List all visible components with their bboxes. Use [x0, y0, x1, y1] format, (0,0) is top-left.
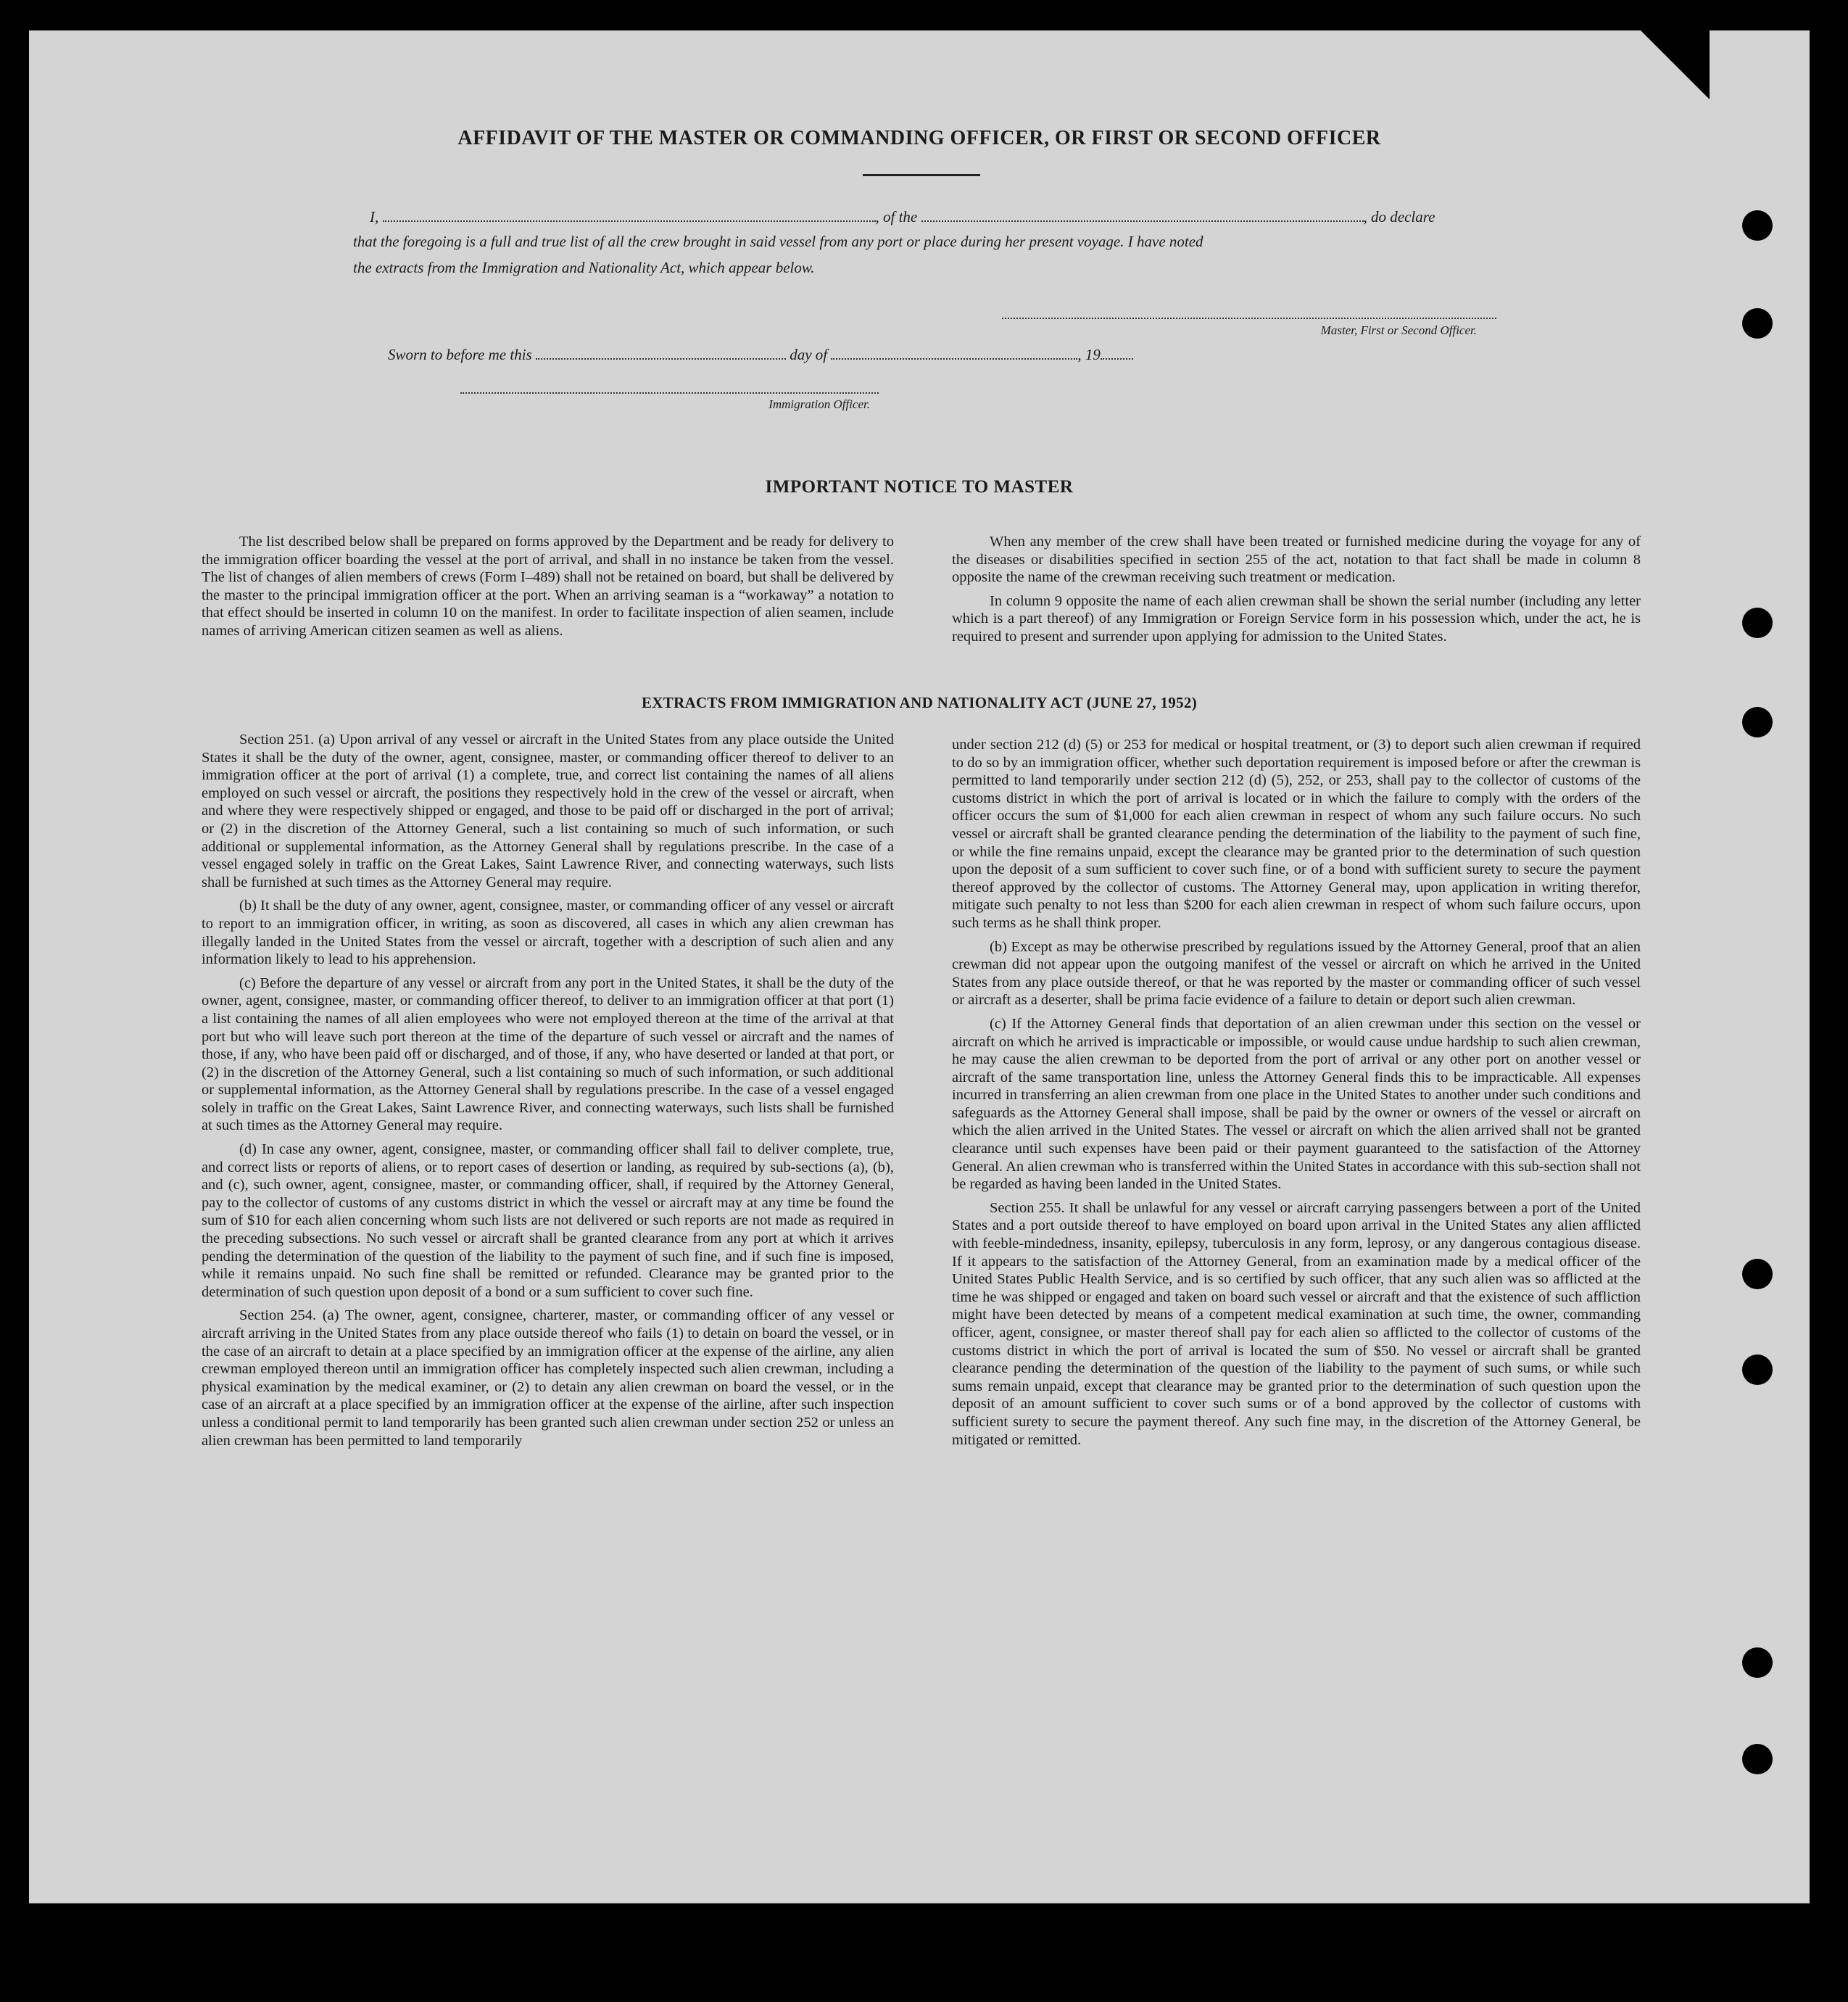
- notice-right-column: [952, 533, 1641, 652]
- binder-hole: [1742, 1354, 1773, 1385]
- year-label: , 19: [1077, 346, 1101, 363]
- statute-paragraph: (c) Before the departure of any vessel or aircraft from any port in the United States, it shall be the duty of the owner, agent, consignee, master, or commanding officer thereof, to deliver to an immigration officer at that port (1) a list containing the names of all alien employees who were not employed thereon at the time of the arrival at that port but who will leave such port thereon at the time of the departure of such vessel or aircraft and the names of those, if any, who have been paid off or discharged, and of those, if any, who have deserted or landed at that port, or (2) in the discretion of the Attorney General, such a list containing so much of such information, or such additional or supplemental information, as the Attorney General shall by regulations prescribe. In the case of a vessel engaged solely in traffic on the Great Lakes, Saint Lawrence River, and connecting waterways, such lists shall be furnished at such times as the Attorney General may require.: [202, 975, 894, 1134]
- statute-paragraph: Section 251. (a) Upon arrival of any vessel or aircraft in the United States from any place outside the United States it shall be the duty of the owner, agent, consignee, master, or commanding officer thereof to deliver to an immigration officer at the port of arrival (1) a complete, true, and correct list containing the names of all aliens employed on such vessel or aircraft, the positions they respectively hold in the crew of the vessel or aircraft, when and where they were respectively shipped or engaged, and those to be paid off or discharged in the port of arrival; or (2) in the discretion of the Attorney General, such a list containing so much of such information, or such additional or supplemental information, as the Attorney General shall by regulations prescribe. In the case of a vessel engaged solely in traffic on the Great Lakes, Saint Lawrence River, and connecting waterways, such lists shall be furnished at such times as the Attorney General may require.: [202, 732, 894, 890]
- name-field[interactable]: [383, 206, 876, 222]
- sworn-line: [388, 344, 1258, 364]
- statute-paragraph: (b) Except as may be otherwise prescribed by regulations issued by the Attorney General, proof that an alien crewman did not appear upon the outgoing manifest of the vessel or aircraft on which he arrived in the United States from any place outside thereof, or that he was reported by the master or commanding officer of such vessel or aircraft as a deserter, shall be prima facie evidence of a failure to detain or deport such alien crewman.: [952, 938, 1641, 1009]
- declarant-line: [370, 206, 1493, 226]
- affidavit-title: AFFIDAVIT OF THE MASTER OR COMMANDING OFFICER, OR FIRST OR SECOND OFFICER: [457, 127, 1381, 149]
- day-of-label: day of: [790, 346, 828, 363]
- officer-signature-label: Immigration Officer.: [768, 397, 870, 411]
- notice-paragraph: The list described below shall be prepared on forms approved by the Department and be ready for delivery to the immigration officer boarding the vessel at the port of arrival, and shall in no instance be taken from the vessel. The list of changes of alien members of crews (Form I–489) shall not be retained on board, but shall be delivered by the master to the principal immigration officer at the port. When an arriving seaman is a “workaway” a notation to that effect should be inserted in column 10 on the manifest. In order to facilitate inspection of alien seamen, include names of arriving American citizen seamen as well as aliens.: [202, 534, 894, 639]
- officer-signature-line[interactable]: [460, 392, 879, 394]
- binder-hole: [1742, 1259, 1773, 1289]
- extracts-right-column: [952, 736, 1641, 1455]
- master-signature-line[interactable]: [1002, 318, 1496, 319]
- sworn-year-field[interactable]: [1101, 344, 1133, 360]
- statute-paragraph: (d) In case any owner, agent, consignee, master, or commanding officer shall fail to deliver complete, true, and correct lists or reports of aliens, or to report cases of desertion or landing, as required by sub-sections (a), (b), and (c), such owner, agent, consignee, master, or commanding officer, shall, if required by the Attorney General, pay to the collector of customs of any customs district in which the vessel or aircraft may at any time be found the sum of $10 for each alien concerning whom such lists are not delivered or such reports are not made as required in the preceding subsections. No such vessel or aircraft shall be granted clearance from any port at which it arrives pending the determination of the question of the liability to the payment of such fine, and if such fine is imposed, while it remains unpaid. No such fine shall be remitted or refunded. Clearance may be granted prior to the determination of such question upon deposit of a bond or a sum sufficient to cover such fine.: [202, 1141, 894, 1300]
- binder-hole: [1742, 1647, 1773, 1678]
- of-the-label: , of the: [875, 208, 918, 226]
- i-label: I,: [370, 208, 379, 226]
- title-rule: [863, 174, 980, 176]
- binder-hole: [1742, 608, 1773, 638]
- notice-title: IMPORTANT NOTICE TO MASTER: [765, 477, 1074, 497]
- master-signature-label: Master, First or Second Officer.: [1320, 323, 1477, 337]
- statute-paragraph: Section 255. It shall be unlawful for any vessel or aircraft carrying passengers between a port of the United States and a port outside thereof to have employed on board upon arrival in the United States any alien afflicted with feeble-mindedness, insanity, epilepsy, tuberculosis in any form, leprosy, or any dangerous contagious disease. If it appears to the satisfaction of the Attorney General, from an examination made by a medical officer of the United States Public Health Service, and is so certified by such officer, that any such alien was so afflicted at the time he was shipped or engaged and taken on board such vessel or aircraft and that the existence of such affliction might have been detected by means of a competent medical examination at such time, the owner, commanding officer, agent, consignee, or master thereof shall pay for each alien so afflicted to the collector of customs of the customs district in which the port of arrival is located the sum of $50. No vessel or aircraft shall be granted clearance pending the determination of the question of the liability to the payment of such sums, or while such sums remain unpaid, except that clearance may be granted prior to the determination of such question upon the deposit of an amount sufficient to cover such sums or of a bond approved by the collector of customs with sufficient surety to secure the payment thereof. Any such fine may, in the discretion of the Attorney General, be mitigated or remitted.: [952, 1199, 1641, 1448]
- statute-paragraph: (b) It shall be the duty of any owner, agent, consignee, master, or commanding officer of any vessel or aircraft to report to an immigration officer, in writing, as soon as discovered, all cases in which any alien crewman has illegally landed in the United States from the vessel or aircraft, together with a description of such alien and any information likely to lead to his apprehension.: [202, 898, 894, 968]
- binder-hole: [1742, 210, 1773, 241]
- extracts-title: EXTRACTS FROM IMMIGRATION AND NATIONALITY ACT (JUNE 27, 1952): [642, 694, 1197, 711]
- notice-paragraph: In column 9 opposite the name of each alien crewman shall be shown the serial number (including any letter which is a part thereof) of any Immigration or Foreign Service form in his possession which, under the act, he is required to present and surrender upon applying for admission to the United States.: [952, 592, 1641, 645]
- statute-paragraph: (c) If the Attorney General finds that deportation of an alien crewman under this section on the vessel or aircraft on which he arrived is impracticable or impossible, or would cause undue hardship to such alien crewman, he may cause the alien crewman to be deported from the port of arrival or any other port on another vessel or aircraft of the same transportation line, unless the Attorney General finds this to be impracticable. All expenses incurred in transferring an alien crewman from one place in the United States to another under such conditions and safeguards as the Attorney General shall impose, shall be paid by the owner or owners of the vessel or aircraft on which the alien arrived in the United States. The vessel or aircraft on which the alien arrived shall not be granted clearance until such expenses have been paid or their payment guaranteed to the satisfaction of the Attorney General. An alien crewman who is transferred within the United States in accordance with this sub-section shall not be regarded as having been landed in the United States.: [952, 1015, 1641, 1193]
- statute-paragraph: under section 212 (d) (5) or 253 for medical or hospital treatment, or (3) to deport such alien crewman if required to do so by an immigration officer, whether such deportation requirement is imposed before or after the crewman is permitted to land temporarily under section 212 (d) (5), 252, or 253, shall pay to the collector of customs of the customs district in which the port of arrival is located or in which the failure to comply with the orders of the officer occurs the sum of $1,000 for each alien crewman in respect of whom any such failure occurs. No such vessel or aircraft shall be granted clearance pending the determination of the liability to the payment of such fine, or while the fine remains unpaid, except the clearance may be granted prior to the determination of such question upon the deposit of a sum sufficient to cover such fine, or of a bond with sufficient surety to secure the payment thereof approved by the collector of customs. The Attorney General may, upon application in writing therefor, mitigate such penalty to not less than $200 for each alien crewman in respect of whom such failure occurs, upon such terms as he shall think proper.: [952, 737, 1641, 931]
- vessel-field[interactable]: [921, 206, 1364, 222]
- torn-corner: [1641, 30, 1710, 99]
- do-declare-label: , do declare: [1363, 208, 1435, 226]
- extracts-left-column: [202, 731, 894, 1455]
- sworn-to-label: Sworn to before me this: [388, 346, 532, 363]
- statute-paragraph: Section 254. (a) The owner, agent, consignee, charterer, master, or commanding officer of any vessel or aircraft arriving in the United States from any place outside thereof who fails (1) to detain on board the vessel, or in the case of an aircraft to detain at a place specified by an immigration officer at the expense of the airline, any alien crewman employed thereon until an immigration officer has completely inspected such alien crewman, including a physical examination by the medical examiner, or (2) to detain any alien crewman on board the vessel, or in the case of an aircraft at a place specified by an immigration officer at the expense of the airline, after such inspection unless a conditional permit to land temporarily has been granted such alien crewman under section 252 or unless an alien crewman has been permitted to land temporarily: [202, 1307, 894, 1449]
- sworn-month-field[interactable]: [831, 344, 1077, 360]
- declaration-line-2: that the foregoing is a full and true list of all the crew brought in said vessel from any port or place during her present voyage. I have noted: [353, 233, 1203, 250]
- sworn-day-field[interactable]: [536, 344, 786, 360]
- notice-left-column: [202, 533, 894, 646]
- binder-hole: [1742, 308, 1773, 339]
- declaration-line-3: the extracts from the Immigration and Nationality Act, which appear below.: [353, 259, 815, 276]
- binder-hole: [1742, 1744, 1773, 1774]
- notice-paragraph: When any member of the crew shall have been treated or furnished medicine during the voyage for any of the diseases or disabilities specified in section 255 of the act, notation to that fact shall be made in column 8 opposite the name of the crewman receiving such treatment or medication.: [952, 534, 1641, 586]
